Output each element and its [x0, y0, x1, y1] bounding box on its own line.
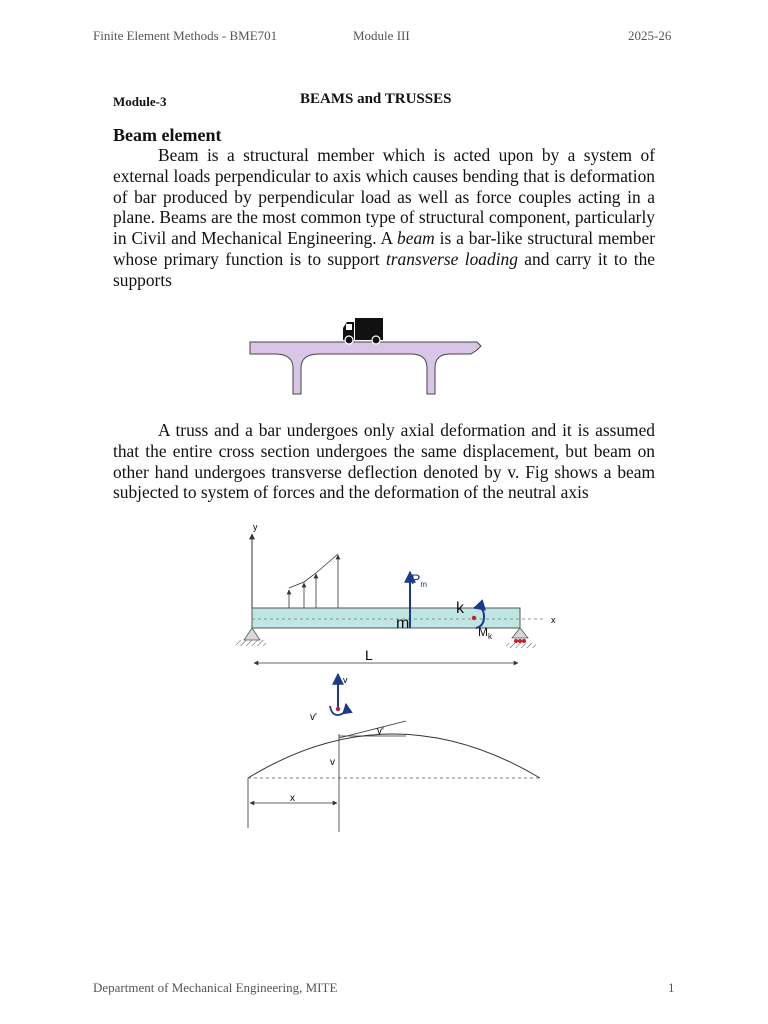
force-label: $P_m$	[411, 571, 428, 589]
paragraph1-part1: Beam is a structural member which is acted upon by a system of external loads perpendicular to axis which causes bending that is deformation of bar produced by perpendicular load as well as force couples acting in a plane. Beams are the most common type of structural component, particularly in Civil and Mechanical Engineering. A	[113, 145, 655, 249]
length-label: L	[365, 647, 373, 663]
paragraph1-part3: and carry it to the supports	[113, 248, 656, 290]
paragraph1-em-transverse: transverse loading	[385, 248, 518, 269]
section-heading: Beam element	[113, 125, 222, 145]
distributed-load	[289, 554, 338, 608]
paragraph-beam-definition	[113, 145, 655, 291]
header-course: Finite Element Methods - BME701	[93, 28, 278, 43]
x-axis-label: x	[551, 615, 556, 625]
deflection-label: v	[330, 757, 335, 768]
v-up-label: v	[343, 675, 348, 685]
node-m-label: m	[396, 615, 410, 632]
left-pin-support	[236, 628, 266, 646]
bridge-deck	[250, 342, 481, 394]
x-distance-label: x	[290, 793, 295, 804]
module-label: Module-3	[113, 94, 167, 109]
truck-icon	[343, 318, 383, 344]
rotation-label: v'	[310, 712, 317, 723]
page-title: BEAMS and TRUSSES	[300, 91, 452, 107]
beam-figure	[234, 522, 566, 832]
paragraph-beam-deformation	[113, 420, 655, 503]
slope-label: v'	[377, 726, 384, 737]
node-k-label: k	[456, 600, 464, 617]
bridge-illustration	[245, 312, 485, 402]
right-roller-support	[506, 628, 536, 648]
paragraph1-part2: is a bar-like structural member whose primary function is to support	[113, 228, 655, 269]
paragraph1-em-beam: beam	[397, 228, 435, 249]
footer-department: Department of Mechanical Engineering, MITE	[93, 980, 338, 995]
header-year: 2025-26	[628, 28, 672, 43]
header-module: Module III	[353, 28, 410, 43]
node-k-point	[472, 616, 476, 620]
slope-tangent	[339, 721, 406, 738]
deflection-curve	[248, 734, 540, 778]
paragraph2-text: A truss and a bar undergoes only axial deformation and it is assumed that the entire cross section undergoes the same displacement, but beam on other hand undergoes transverse deflection denoted by v. Fig shows a beam subjected to system of forces and the deformation of the neutral axis	[113, 420, 655, 503]
y-axis-label: y	[253, 522, 258, 532]
moment-label: $M_k$	[478, 625, 492, 641]
page-number: 1	[668, 980, 675, 995]
rotation-point	[336, 707, 340, 711]
